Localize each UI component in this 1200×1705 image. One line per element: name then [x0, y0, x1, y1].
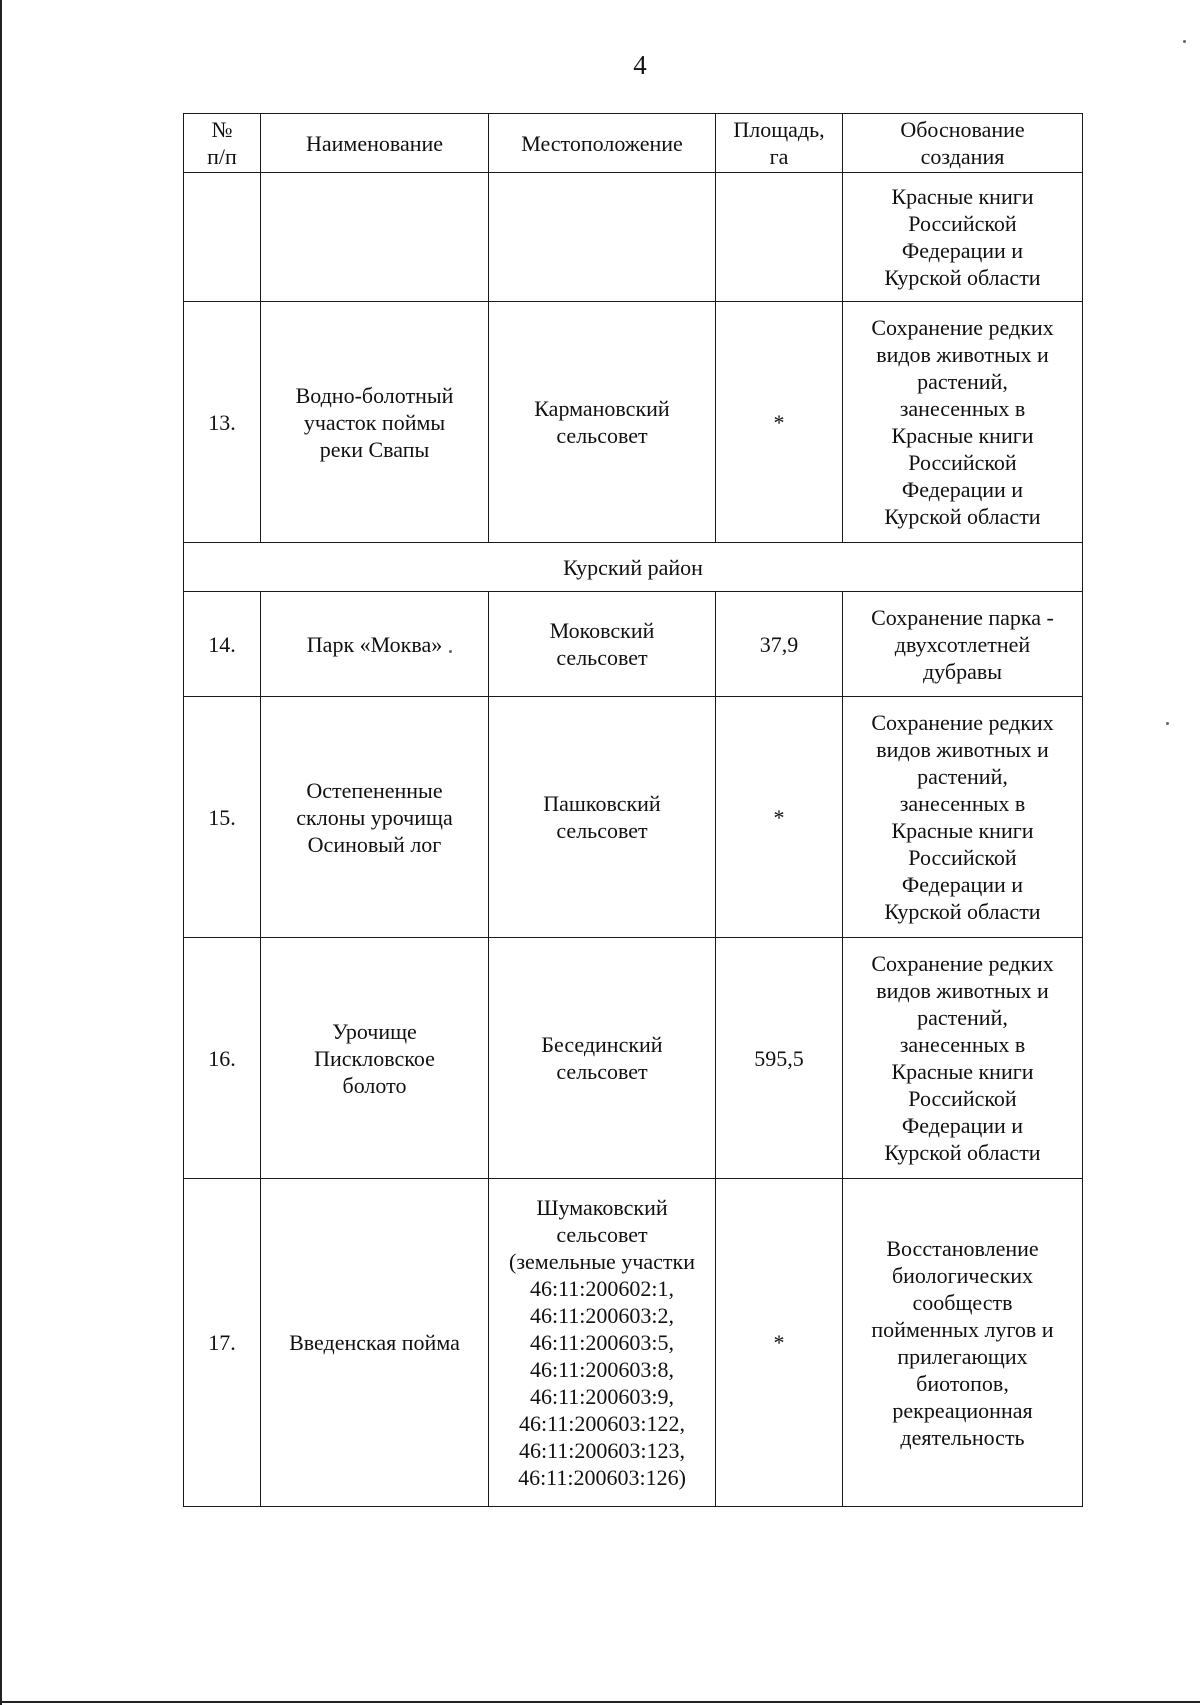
scan-edge-bottom	[0, 1701, 1200, 1703]
cell-basis: Красные книги Российской Федерации и Курской области	[843, 173, 1083, 302]
header-basis: Обоснование создания	[843, 114, 1083, 173]
scan-speck	[1183, 40, 1186, 43]
cell-name: Введенская пойма	[261, 1179, 489, 1507]
header-num: № п/п	[184, 114, 261, 173]
header-area: Площадь, га	[716, 114, 843, 173]
cell-basis: Восстановление биологических сообществ пойменных лугов и прилегающих биотопов, рекреационная деятельность	[843, 1179, 1083, 1507]
cell-basis: Сохранение редких видов животных и растений, занесенных в Красные книги Российской Федерации и Курской области	[843, 302, 1083, 543]
cell-num	[184, 173, 261, 302]
cell-num: 13.	[184, 302, 261, 543]
page-number: 4	[633, 50, 647, 80]
cell-num: 15.	[184, 697, 261, 938]
table-row	[184, 1179, 1083, 1507]
cell-area: *	[716, 697, 843, 938]
cell-location: Бесединский сельсовет	[489, 938, 716, 1179]
cell-name: Парк «Моква»	[261, 592, 489, 697]
cell-area: 595,5	[716, 938, 843, 1179]
cell-name: Урочище Пискловское болото	[261, 938, 489, 1179]
cell-name: Остепененные склоны урочища Осиновый лог	[261, 697, 489, 938]
cell-name: Водно-болотный участок поймы реки Свапы	[261, 302, 489, 543]
table-row	[184, 592, 1083, 697]
cell-location: Пашковский сельсовет	[489, 697, 716, 938]
cell-num: 16.	[184, 938, 261, 1179]
cell-name	[261, 173, 489, 302]
table-row	[184, 938, 1083, 1179]
cell-location	[489, 173, 716, 302]
cell-area: 37,9	[716, 592, 843, 697]
cell-basis: Сохранение парка - двухсотлетней дубравы	[843, 592, 1083, 697]
cell-num: 17.	[184, 1179, 261, 1507]
table-row-continuation	[184, 173, 1083, 302]
cell-area	[716, 173, 843, 302]
scan-edge-left	[0, 0, 2, 1705]
cell-location: Кармановский сельсовет	[489, 302, 716, 543]
scan-speck	[1166, 722, 1169, 725]
district-title: Курский район	[184, 543, 1083, 592]
table-row	[184, 697, 1083, 938]
cell-location: Шумаковский сельсовет (земельные участки 46:11:200602:1, 46:11:200603:2, 46:11:200603:5, 46:11:200603:8, 46:11:200603:9, 46:11:200603:122, 46:11:200603:123, 46:11:200603:126)	[489, 1179, 716, 1507]
protected-areas-table	[183, 113, 1083, 1507]
header-name: Наименование	[261, 114, 489, 173]
cell-location: Моковский сельсовет	[489, 592, 716, 697]
table-row	[184, 302, 1083, 543]
district-row	[184, 543, 1083, 592]
table-header-row	[184, 114, 1083, 173]
cell-area: *	[716, 1179, 843, 1507]
cell-num: 14.	[184, 592, 261, 697]
header-location: Местоположение	[489, 114, 716, 173]
cell-basis: Сохранение редких видов животных и растений, занесенных в Красные книги Российской Федерации и Курской области	[843, 938, 1083, 1179]
cell-basis: Сохранение редких видов животных и растений, занесенных в Красные книги Российской Федерации и Курской области	[843, 697, 1083, 938]
cell-area: *	[716, 302, 843, 543]
